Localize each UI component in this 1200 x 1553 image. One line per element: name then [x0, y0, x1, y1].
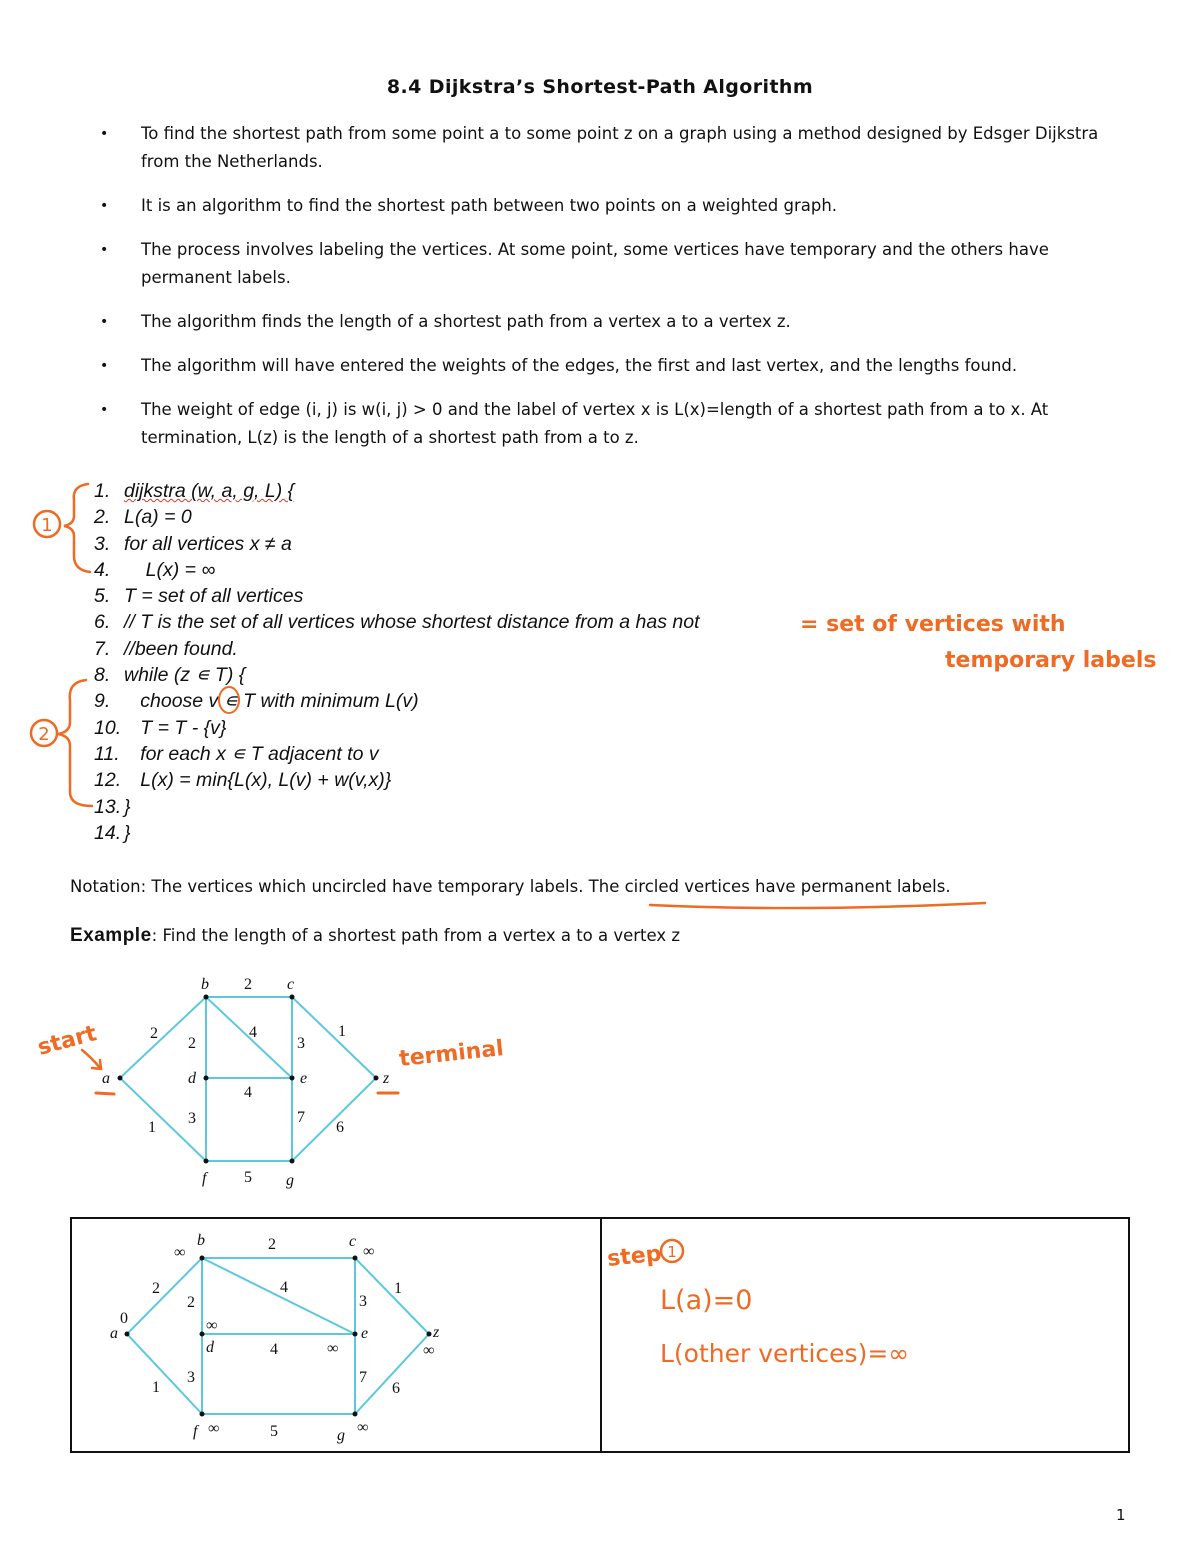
svg-text:1: 1: [152, 1379, 160, 1396]
svg-text:g: g: [286, 1172, 294, 1189]
svg-text:3: 3: [188, 1110, 196, 1127]
example-graph-weights: [148, 976, 346, 1186]
svg-text:2: 2: [38, 724, 50, 745]
svg-text:d: d: [188, 1070, 196, 1087]
svg-text:1: 1: [41, 515, 53, 536]
code-line: 11. for each x ∊ T adjacent to v: [94, 742, 379, 765]
svg-text:a: a: [110, 1325, 118, 1342]
page-number: 1: [1116, 1506, 1126, 1524]
notation-text: Notation: The vertices which uncircled have temporary labels. The circled vertices have permanent labels.: [70, 877, 951, 896]
code-line: 7. //been found.: [94, 637, 238, 660]
svg-text:7: 7: [359, 1369, 367, 1386]
bullet-item: • To find the shortest path from some point a to some point z on a graph using a method designed by Edsger Dijkstra from the Netherlands.: [100, 120, 1120, 176]
annotation-bracket-2: [58, 680, 92, 806]
svg-text:4: 4: [249, 1024, 257, 1041]
svg-text:b: b: [201, 976, 209, 993]
start-arrow-icon: [82, 1050, 101, 1069]
example-label: Example: [70, 925, 152, 946]
svg-text:2: 2: [244, 976, 252, 993]
svg-text:0: 0: [120, 1310, 128, 1327]
svg-text:1: 1: [394, 1280, 402, 1297]
code-line: 10. T = T - {v}: [94, 716, 227, 739]
page-title: 8.4 Dijkstra’s Shortest-Path Algorithm: [386, 76, 814, 98]
code-line: 1. dijkstra (w, a, g, L) {: [94, 480, 295, 502]
svg-text:f: f: [202, 1170, 207, 1187]
annotation-bracket-1: [64, 484, 90, 572]
svg-text:4: 4: [280, 1279, 288, 1296]
svg-text:f: f: [193, 1423, 198, 1440]
example-graph: [120, 997, 376, 1161]
svg-text:7: 7: [297, 1109, 305, 1126]
svg-text:1: 1: [338, 1023, 346, 1040]
svg-text:2: 2: [150, 1025, 158, 1042]
notation-underline: [650, 903, 985, 908]
svg-text:3: 3: [187, 1369, 195, 1386]
svg-text:e: e: [300, 1070, 308, 1087]
step-graph-distances: [120, 1243, 434, 1437]
svg-text:a: a: [102, 1070, 110, 1087]
svg-text:2: 2: [188, 1035, 196, 1052]
T-note-line1: = set of vertices with: [800, 612, 1066, 637]
step-line-1: L(a)=0: [660, 1285, 753, 1316]
circled-number-1-icon: [34, 511, 60, 537]
code-line: 9. choose v ∊ T with minimum L(v): [94, 690, 419, 713]
code-line: 5. T = set of all vertices: [94, 585, 304, 608]
T-note-line2: temporary labels: [945, 648, 1157, 673]
svg-text:5: 5: [244, 1169, 252, 1186]
svg-text:∞: ∞: [423, 1342, 435, 1359]
svg-text:3: 3: [297, 1035, 305, 1052]
circled-step-number-icon: [661, 1240, 683, 1262]
terminal-annotation: terminal: [398, 1036, 505, 1072]
circle-v-annotation: [219, 687, 239, 713]
svg-text:b: b: [197, 1232, 205, 1249]
code-line: 2. L(a) = 0: [94, 506, 192, 529]
svg-text:∞: ∞: [206, 1317, 218, 1334]
svg-text:z: z: [433, 1324, 440, 1341]
code-line: 3. for all vertices x ≠ a: [94, 532, 292, 555]
bullet-item: • The process involves labeling the vertices. At some point, some vertices have temporary and the others have permanent labels.: [100, 236, 1120, 292]
svg-text:z: z: [383, 1070, 390, 1087]
step-graph: [127, 1258, 429, 1414]
start-annotation: start: [35, 1021, 100, 1061]
step-graph-vertices: [125, 1256, 435, 1417]
bullet-item: • The algorithm will have entered the weights of the edges, the first and last vertex, and the lengths found.: [100, 352, 1120, 380]
svg-text:2: 2: [187, 1294, 195, 1311]
step-line-2: L(other vertices)=∞: [660, 1339, 910, 1368]
svg-text:4: 4: [244, 1084, 252, 1101]
svg-text:∞: ∞: [363, 1243, 375, 1260]
code-line: 8. while (z ∊ T) {: [94, 664, 246, 687]
bullet-item: • The weight of edge (i, j) is w(i, j) > 0 and the label of vertex x is L(x)=length of a shortest path from a to x. At termination, L(z) is the length of a shortest path from a to z.: [100, 396, 1120, 452]
example-graph-labels: [102, 976, 390, 1189]
svg-text:c: c: [287, 976, 295, 993]
svg-text:∞: ∞: [208, 1420, 220, 1437]
example-text: : Find the length of a shortest path from a vertex a to a vertex z: [151, 926, 681, 945]
code-line: 14. }: [94, 821, 131, 844]
svg-text:c: c: [349, 1233, 357, 1250]
step-graph-labels: [110, 1232, 440, 1444]
svg-text:g: g: [337, 1427, 345, 1444]
code-line: 4. L(x) = ∞: [94, 558, 216, 581]
code-line: 12. L(x) = min{L(x), L(v) + w(v,x)}: [94, 769, 392, 792]
svg-text:2: 2: [268, 1236, 276, 1253]
svg-text:1: 1: [148, 1119, 156, 1136]
svg-text:∞: ∞: [357, 1419, 369, 1436]
svg-text:6: 6: [392, 1380, 400, 1397]
step-label: step: [606, 1241, 663, 1272]
svg-text:3: 3: [359, 1293, 367, 1310]
svg-text:5: 5: [270, 1423, 278, 1440]
vertex-a-underline: [96, 1093, 114, 1094]
bullet-item: • The algorithm finds the length of a shortest path from a vertex a to a vertex z.: [100, 308, 1120, 336]
svg-text:e: e: [361, 1325, 369, 1342]
svg-text:2: 2: [152, 1280, 160, 1297]
svg-text:∞: ∞: [327, 1340, 339, 1357]
svg-text:4: 4: [270, 1341, 278, 1358]
bullet-item: • It is an algorithm to find the shortest path between two points on a weighted graph.: [100, 192, 1120, 220]
svg-text:d: d: [206, 1339, 214, 1356]
svg-text:1: 1: [667, 1243, 677, 1261]
svg-text:∞: ∞: [174, 1244, 186, 1261]
code-line: 6. // T is the set of all vertices whose shortest distance from a has not: [94, 611, 700, 634]
svg-text:6: 6: [336, 1119, 344, 1136]
code-line: 13. }: [94, 795, 131, 818]
circled-number-2-icon: [31, 720, 57, 746]
